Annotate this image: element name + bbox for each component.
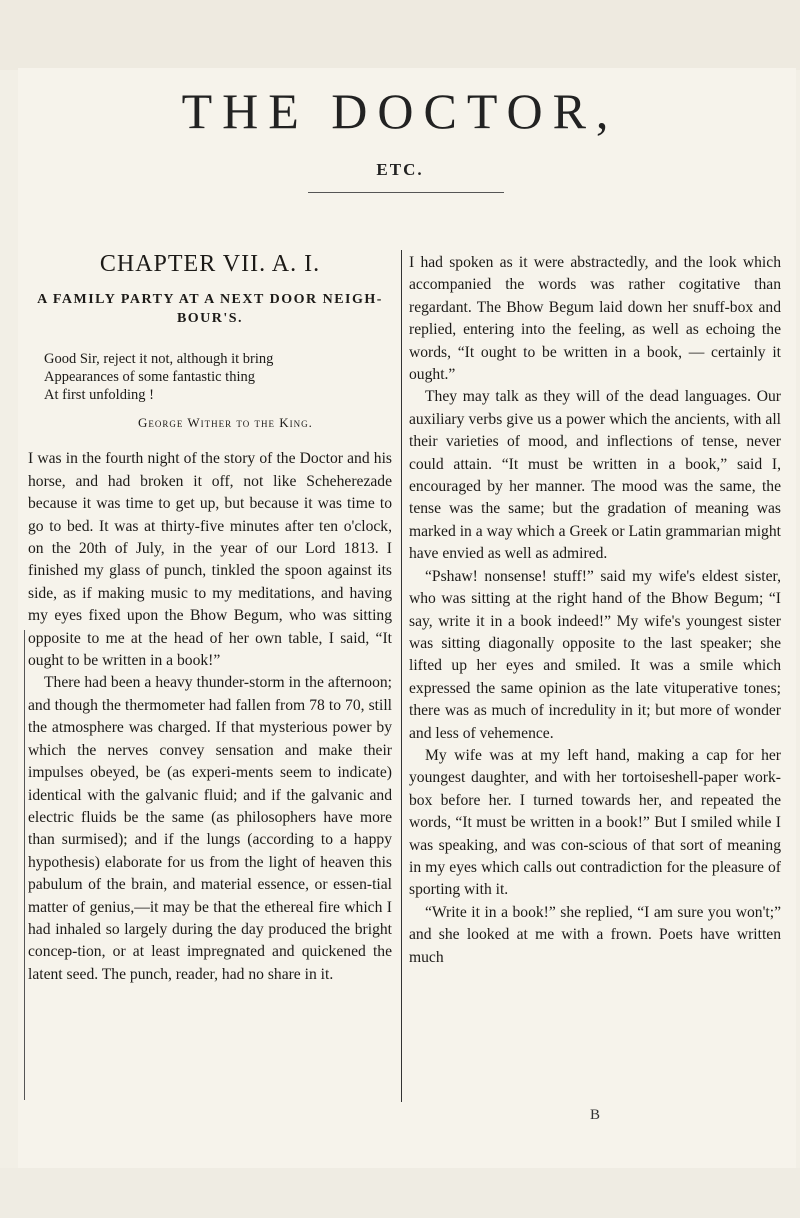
- epigraph-attribution: George Wither to the King.: [138, 415, 313, 430]
- page-top-margin: [0, 0, 800, 70]
- paragraph: I had spoken as it were abstractedly, and the look which accompanied the words was rather cogitative than regardant. The Bhow Begum laid down her snuff-box and replied, entering into the feeling, as well as echoing the words, “It ought to be written in a book, — certainly it ought.”: [409, 254, 781, 384]
- left-column: [28, 250, 392, 986]
- page-bottom-margin: [0, 1168, 800, 1218]
- epigraph-line: Good Sir, reject it not, although it bring: [44, 351, 274, 367]
- book-subtitle: ETC.: [376, 160, 424, 179]
- chapter-subheading: A FAMILY PARTY AT A NEXT DOOR NEIGH-BOUR'S.: [37, 292, 383, 326]
- book-title: THE DOCTOR,: [181, 83, 619, 139]
- paragraph: “Pshaw! nonsense! stuff!” said my wife's eldest sister, who was sitting at the right hand of the Bhow Begum; “I say, write it in a book indeed!” My wife's youngest sister was sitting diagonally opposite to the last speaker; she lifted up her eyes and smiled. It was a smile which expressed the same opinion as the late vituperative tones; there was as much of incredulity in it; but more of wonder and less of vehemence.: [409, 567, 781, 742]
- column-divider: [401, 250, 402, 1102]
- right-column: [409, 252, 781, 969]
- signature-mark: B: [590, 1107, 601, 1123]
- title-rule: [308, 192, 504, 193]
- epigraph: [44, 350, 392, 404]
- left-margin-rule: [24, 630, 25, 1100]
- paragraph: There had been a heavy thunder-storm in the afternoon; and though the thermometer had fallen from 78 to 70, still the atmosphere was charged. If that mysterious power by which the nerves convey sensation and make their impulses obeyed, be (as experi-ments seem to indicate) identical with the galvanic fluid; and if the galvanic and electric fluids be the same (as philosophers have more than surmised); and if the lungs (according to a happy hypothesis) elaborate for us from the light of heaven this pabulum of the brain, and material essence, or essen-tial matter of genius,—it may be that the ethereal fire which I had inhaled so largely during the day produced the bright concep-tion, or at least impregnated and quickened the latent seed. The punch, reader, had no share in it.: [28, 674, 392, 983]
- paragraph: My wife was at my left hand, making a cap for her youngest daughter, and with her tortoiseshell-paper work-box before her. I turned towards her, and repeated the words, “It must be written in a book!” But I smiled while I was speaking, and was con-scious of that sort of meaning in my eyes which calls out contradiction for the pleasure of sporting with it.: [409, 746, 781, 899]
- paragraph: I was in the fourth night of the story of the Doctor and his horse, and had broken it off, not like Scheherezade because it was time to get up, but because it was time to go to bed. It was at thirty-five minutes after ten o'clock, on the 20th of July, in the year of our Lord 1813. I finished my glass of punch, tinkled the spoon against its side, as if making music to my meditations, and having my eyes fixed upon the Bhow Begum, who was sitting opposite to me at the head of her own table, I said, “It ought to be written in a book!”: [28, 450, 392, 670]
- chapter-heading: CHAPTER VII. A. I.: [99, 251, 321, 277]
- epigraph-line: Appearances of some fantastic thing: [44, 369, 255, 385]
- paragraph: They may talk as they will of the dead languages. Our auxiliary verbs give us a power which the ancients, with all their varieties of mood, and inflections of tense, never could attain. “It must be written in a book,” said I, encouraged by her manner. The mood was the same, the tense was the same; but the gradation of meaning was marked in a way which a Greek or Latin grammarian might have envied as well as admired.: [409, 388, 781, 563]
- epigraph-line: At first unfolding !: [44, 387, 154, 403]
- paragraph: “Write it in a book!” she replied, “I am sure you won't;” and she looked at me with a frown. Poets have written much: [409, 903, 781, 966]
